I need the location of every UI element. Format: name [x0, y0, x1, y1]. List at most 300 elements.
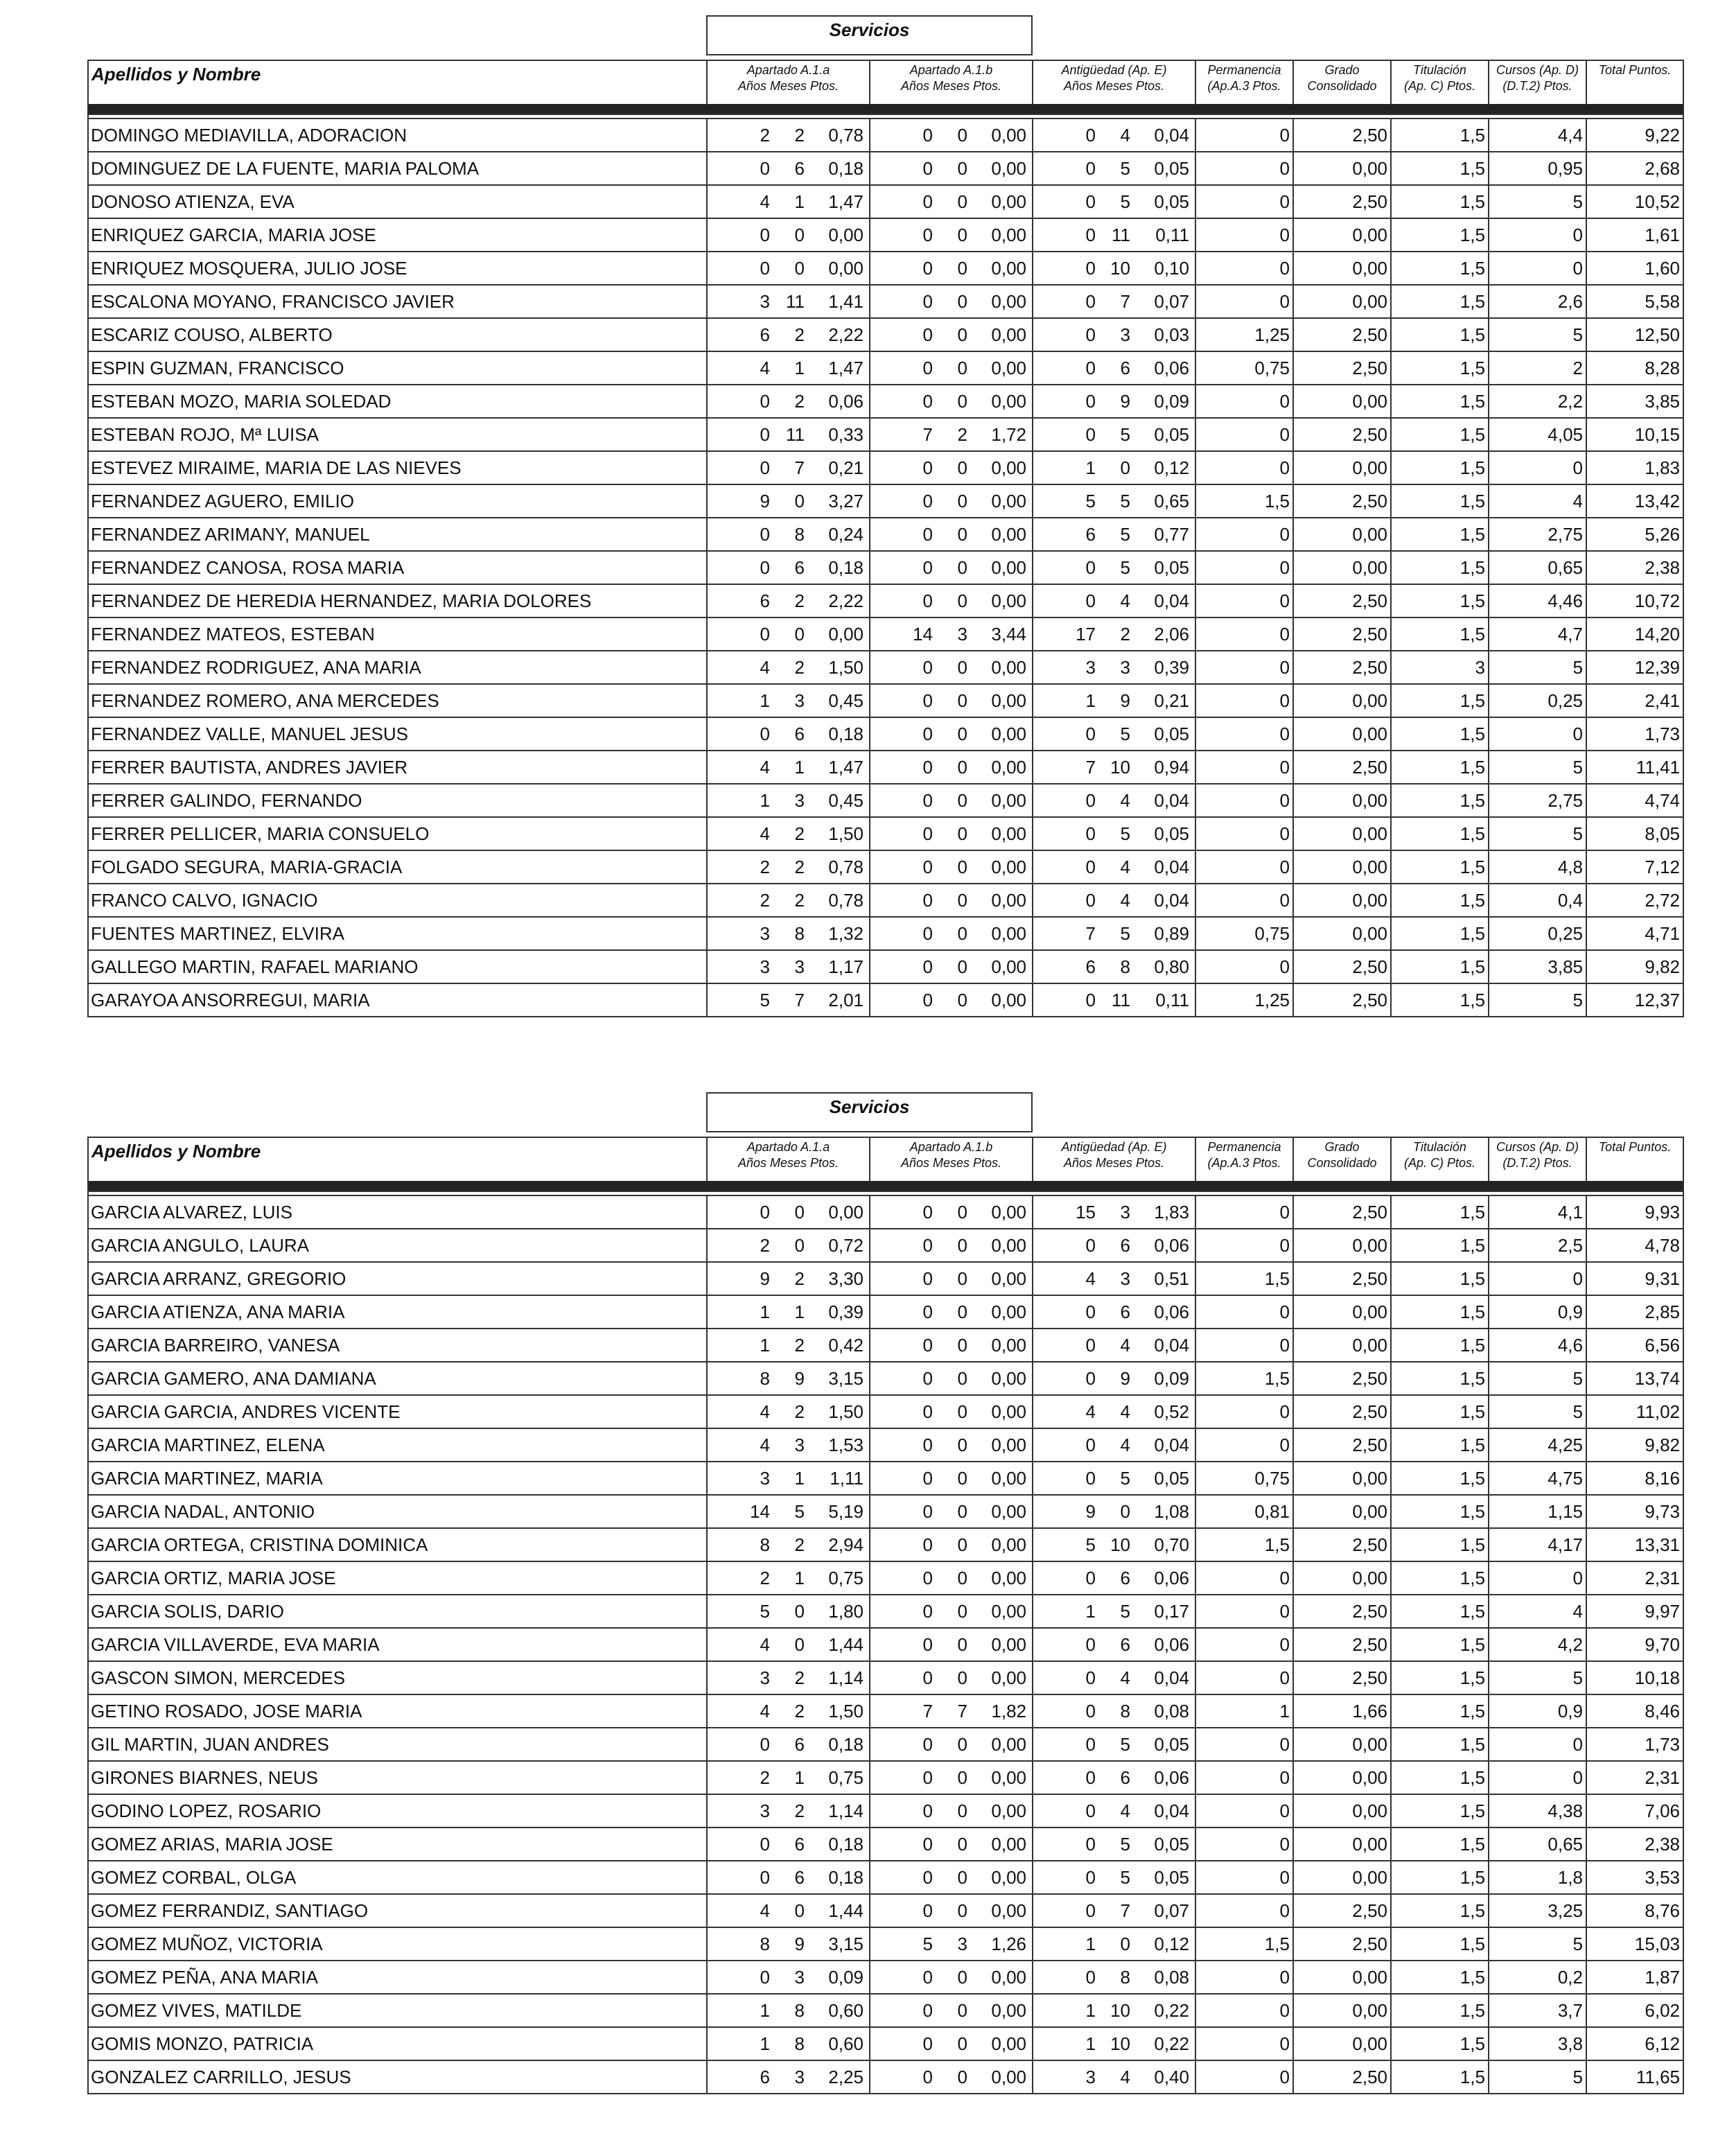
- cell-antiguedad-meses: 0: [1120, 1500, 1130, 1522]
- cell-antiguedad-ptos: 0,39: [1154, 656, 1189, 678]
- cell-antiguedad-meses: 3: [1120, 656, 1130, 678]
- cell-a1b-anos: 0: [922, 690, 933, 711]
- cell-total: 6,56: [1586, 1329, 1683, 1362]
- col-header-cursos: Cursos (Ap. D) (D.T.2) Ptos.: [1489, 1137, 1586, 1181]
- cell-a1b: [870, 218, 1033, 252]
- table-row: [88, 1229, 1683, 1262]
- cell-antiguedad-ptos: 0,51: [1154, 1268, 1189, 1289]
- cell-antiguedad: [1033, 950, 1195, 983]
- cell-a1a: [707, 850, 870, 884]
- cell-name: FERNANDEZ ROMERO, ANA MERCEDES: [88, 684, 707, 717]
- cell-name: GOMEZ CORBAL, OLGA: [88, 1861, 707, 1894]
- cell-a1b-ptos: 0,00: [991, 556, 1026, 578]
- cell-a1a: [707, 451, 870, 484]
- cell-total: 4,74: [1586, 784, 1683, 817]
- cell-antiguedad-anos: 0: [1085, 357, 1096, 378]
- cell-titulacion: 1,5: [1391, 518, 1489, 551]
- cell-a1b-ptos: 0,00: [991, 357, 1026, 378]
- cell-cursos: 0,95: [1489, 152, 1586, 185]
- cell-antiguedad-anos: 0: [1085, 1833, 1096, 1855]
- cell-antiguedad: [1033, 651, 1195, 684]
- cell-name: GOMEZ FERRANDIZ, SANTIAGO: [88, 1894, 707, 1927]
- cell-name: ESCALONA MOYANO, FRANCISCO JAVIER: [88, 285, 707, 318]
- cell-antiguedad: [1033, 717, 1195, 751]
- cell-a1a: [707, 1229, 870, 1262]
- cell-antiguedad-anos: 9: [1085, 1500, 1096, 1522]
- cell-antiguedad-meses: 3: [1120, 1201, 1130, 1222]
- cell-a1b-anos: 7: [922, 423, 933, 445]
- cell-a1b-anos: 0: [922, 989, 933, 1010]
- cell-antiguedad-meses: 4: [1120, 1667, 1130, 1688]
- cell-total: 8,76: [1586, 1894, 1683, 1927]
- cell-permanencia: 0: [1195, 1295, 1293, 1329]
- cell-a1a-anos: 0: [760, 224, 770, 245]
- cell-name: GARCIA MARTINEZ, MARIA: [88, 1462, 707, 1495]
- cell-a1b: [870, 1994, 1033, 2027]
- cell-antiguedad-ptos: 0,11: [1155, 989, 1189, 1010]
- cell-a1a-anos: 0: [760, 157, 770, 179]
- cell-permanencia: 0: [1195, 617, 1293, 651]
- cell-a1a-meses: 9: [794, 1367, 805, 1389]
- cell-antiguedad-meses: 9: [1120, 690, 1130, 711]
- cell-antiguedad: [1033, 1428, 1195, 1462]
- cell-permanencia: 0: [1195, 152, 1293, 185]
- table-body: [88, 1195, 1683, 2094]
- cell-antiguedad: [1033, 983, 1195, 1017]
- cell-total: 9,97: [1586, 1595, 1683, 1628]
- cell-a1b-meses: 0: [957, 1534, 967, 1555]
- cell-a1b-anos: 0: [922, 1268, 933, 1289]
- table-row: [88, 1528, 1683, 1561]
- cell-a1b-meses: 0: [957, 1334, 967, 1356]
- cell-a1a: [707, 252, 870, 285]
- cell-cursos: 4,17: [1489, 1528, 1586, 1561]
- cell-a1a-ptos: 3,15: [828, 1933, 864, 1954]
- cell-a1b-meses: 0: [957, 989, 967, 1010]
- table-row: [88, 418, 1683, 451]
- cell-a1a-anos: 0: [760, 1966, 770, 1988]
- cell-a1a-meses: 1: [794, 1767, 805, 1788]
- cell-a1a-meses: 3: [794, 789, 805, 811]
- cell-grado: 1,66: [1293, 1694, 1391, 1728]
- cell-grado: 0,00: [1293, 1462, 1391, 1495]
- cell-antiguedad-meses: 6: [1120, 1567, 1130, 1588]
- cell-cursos: 0: [1489, 451, 1586, 484]
- cell-a1a-anos: 0: [760, 1866, 770, 1888]
- cell-a1b: [870, 651, 1033, 684]
- cell-antiguedad: [1033, 318, 1195, 351]
- cell-a1a-anos: 0: [760, 257, 770, 279]
- cell-antiguedad: [1033, 784, 1195, 817]
- cell-a1a: [707, 917, 870, 950]
- cell-a1b-ptos: 0,00: [991, 1500, 1026, 1522]
- cell-a1a-ptos: 0,75: [828, 1767, 864, 1788]
- cell-a1a-ptos: 1,50: [828, 823, 864, 844]
- col-header-name: Apellidos y Nombre: [88, 1137, 707, 1181]
- cell-antiguedad: [1033, 884, 1195, 917]
- cell-antiguedad-ptos: 2,06: [1154, 623, 1189, 645]
- table-body: [88, 119, 1683, 1017]
- cell-antiguedad-meses: 10: [1110, 1999, 1130, 2021]
- cell-a1b-meses: 0: [957, 1467, 967, 1489]
- cell-antiguedad-ptos: 0,40: [1154, 2066, 1189, 2087]
- cell-antiguedad-meses: 4: [1120, 1800, 1130, 1821]
- cell-a1a-anos: 0: [760, 457, 770, 478]
- cell-a1a-meses: 8: [794, 523, 805, 545]
- cell-a1a-ptos: 2,25: [828, 2066, 864, 2087]
- cell-a1a-meses: 2: [794, 124, 805, 146]
- cell-a1a-meses: 0: [794, 490, 805, 511]
- cell-grado: 0,00: [1293, 1229, 1391, 1262]
- cell-a1b-meses: 0: [957, 956, 967, 977]
- cell-total: 4,71: [1586, 917, 1683, 950]
- cell-total: 8,05: [1586, 817, 1683, 850]
- cell-a1b-ptos: 0,00: [991, 457, 1026, 478]
- cell-a1b-ptos: 0,00: [991, 157, 1026, 179]
- cell-a1b: [870, 1229, 1033, 1262]
- cell-antiguedad-ptos: 0,17: [1154, 1600, 1189, 1622]
- cell-a1b-anos: 0: [922, 1567, 933, 1588]
- cell-a1a-anos: 9: [760, 1268, 770, 1289]
- cell-cursos: 4,38: [1489, 1794, 1586, 1828]
- cell-antiguedad-ptos: 0,08: [1154, 1966, 1189, 1988]
- cell-antiguedad-meses: 5: [1120, 191, 1130, 212]
- cell-a1b-meses: 0: [957, 1268, 967, 1289]
- cell-antiguedad-ptos: 0,05: [1154, 823, 1189, 844]
- cell-total: 10,15: [1586, 418, 1683, 451]
- cell-a1b-meses: 0: [957, 556, 967, 578]
- cell-antiguedad-meses: 4: [1120, 856, 1130, 877]
- table-row: [88, 1428, 1683, 1462]
- cell-antiguedad-ptos: 0,21: [1154, 690, 1189, 711]
- cell-titulacion: 1,5: [1391, 218, 1489, 252]
- cell-name: GOMEZ MUÑOZ, VICTORIA: [88, 1927, 707, 1961]
- cell-titulacion: 1,5: [1391, 351, 1489, 385]
- cell-antiguedad-meses: 9: [1120, 390, 1130, 412]
- cell-name: GODINO LOPEZ, ROSARIO: [88, 1794, 707, 1828]
- cell-titulacion: 1,5: [1391, 1561, 1489, 1595]
- cell-antiguedad-meses: 10: [1110, 257, 1130, 279]
- cell-total: 11,41: [1586, 751, 1683, 784]
- cell-a1b-anos: 0: [922, 956, 933, 977]
- cell-antiguedad-ptos: 0,05: [1154, 191, 1189, 212]
- cell-a1a-anos: 4: [760, 191, 770, 212]
- cell-antiguedad-meses: 3: [1120, 1268, 1130, 1289]
- cell-a1b: [870, 1894, 1033, 1927]
- cell-antiguedad: [1033, 518, 1195, 551]
- cell-a1a-anos: 6: [760, 324, 770, 345]
- cell-a1a-meses: 2: [794, 1700, 805, 1721]
- cell-a1b-meses: 0: [957, 1900, 967, 1921]
- cell-a1b-meses: 0: [957, 1767, 967, 1788]
- col-header-total: Total Puntos.: [1586, 60, 1683, 104]
- cell-a1a-meses: 2: [794, 889, 805, 911]
- cell-a1b: [870, 1195, 1033, 1229]
- cell-total: 12,50: [1586, 318, 1683, 351]
- cell-cursos: 0: [1489, 1561, 1586, 1595]
- cell-a1a: [707, 1329, 870, 1362]
- cell-a1a-ptos: 1,47: [828, 191, 864, 212]
- cell-a1a-ptos: 1,14: [828, 1667, 864, 1688]
- cell-grado: 0,00: [1293, 285, 1391, 318]
- cell-a1a-ptos: 1,50: [828, 1401, 864, 1422]
- cell-a1a-ptos: 0,18: [828, 556, 864, 578]
- cell-titulacion: 1,5: [1391, 1794, 1489, 1828]
- cell-a1b-ptos: 0,00: [991, 2066, 1026, 2087]
- cell-a1b-ptos: 0,00: [991, 290, 1026, 312]
- cell-antiguedad-ptos: 0,06: [1154, 1301, 1189, 1322]
- cell-a1a: [707, 983, 870, 1017]
- cell-a1a-meses: 8: [794, 1999, 805, 2021]
- table-row: [88, 218, 1683, 252]
- cell-cursos: 5: [1489, 1927, 1586, 1961]
- cell-a1a-anos: 4: [760, 656, 770, 678]
- cell-grado: 0,00: [1293, 884, 1391, 917]
- cell-antiguedad-meses: 8: [1120, 956, 1130, 977]
- cell-antiguedad-ptos: 0,04: [1154, 1334, 1189, 1356]
- cell-a1a-meses: 2: [794, 823, 805, 844]
- cell-antiguedad-meses: 10: [1110, 1534, 1130, 1555]
- cell-a1b: [870, 684, 1033, 717]
- cell-a1b-meses: 0: [957, 1800, 967, 1821]
- cell-antiguedad-anos: 4: [1085, 1401, 1096, 1422]
- cell-titulacion: 1,5: [1391, 751, 1489, 784]
- cell-permanencia: 0: [1195, 2027, 1293, 2060]
- cell-a1b-anos: 5: [922, 1933, 933, 1954]
- cell-name: GOMEZ PEÑA, ANA MARIA: [88, 1961, 707, 1994]
- cell-a1b: [870, 1628, 1033, 1661]
- cell-a1a-anos: 6: [760, 590, 770, 611]
- cell-total: 14,20: [1586, 617, 1683, 651]
- col-header-titulacion: Titulación (Ap. C) Ptos.: [1391, 1137, 1489, 1181]
- cell-a1b: [870, 1395, 1033, 1428]
- cell-name: GIL MARTIN, JUAN ANDRES: [88, 1728, 707, 1761]
- cell-titulacion: 1,5: [1391, 584, 1489, 617]
- cell-cursos: 0: [1489, 1761, 1586, 1794]
- cell-antiguedad-ptos: 0,04: [1154, 1434, 1189, 1455]
- cell-total: 2,31: [1586, 1561, 1683, 1595]
- cell-antiguedad-meses: 6: [1120, 1633, 1130, 1655]
- cell-cursos: 3,7: [1489, 1994, 1586, 2027]
- col-header-a1a: Apartado A.1.a Años Meses Ptos.: [707, 60, 870, 104]
- cell-antiguedad-anos: 0: [1085, 191, 1096, 212]
- cell-permanencia: 1,25: [1195, 983, 1293, 1017]
- cell-titulacion: 1,5: [1391, 617, 1489, 651]
- cell-total: 9,82: [1586, 950, 1683, 983]
- cell-antiguedad-anos: 4: [1085, 1268, 1096, 1289]
- cell-name: GOMIS MONZO, PATRICIA: [88, 2027, 707, 2060]
- cell-a1a-meses: 2: [794, 856, 805, 877]
- cell-total: 10,52: [1586, 185, 1683, 218]
- cell-permanencia: 1,5: [1195, 1927, 1293, 1961]
- cell-permanencia: 0: [1195, 119, 1293, 152]
- cell-grado: 2,50: [1293, 751, 1391, 784]
- cell-a1b-anos: 0: [922, 1600, 933, 1622]
- cell-a1b: [870, 584, 1033, 617]
- cell-grado: 2,50: [1293, 651, 1391, 684]
- cell-a1b-anos: 0: [922, 1999, 933, 2021]
- cell-name: ESPIN GUZMAN, FRANCISCO: [88, 351, 707, 385]
- table-row: [88, 1927, 1683, 1961]
- cell-grado: 0,00: [1293, 850, 1391, 884]
- cell-a1b-ptos: 0,00: [991, 1401, 1026, 1422]
- cell-antiguedad-ptos: 0,22: [1154, 1999, 1189, 2021]
- cell-a1a-ptos: 0,00: [828, 224, 864, 245]
- cell-a1a-meses: 1: [794, 191, 805, 212]
- cell-a1b-meses: 0: [957, 191, 967, 212]
- cell-titulacion: 1,5: [1391, 1828, 1489, 1861]
- cell-a1b-meses: 0: [957, 1633, 967, 1655]
- cell-name: FERNANDEZ VALLE, MANUEL JESUS: [88, 717, 707, 751]
- cell-antiguedad-meses: 11: [1112, 989, 1130, 1010]
- cell-permanencia: 0: [1195, 518, 1293, 551]
- cell-a1a-meses: 6: [794, 1866, 805, 1888]
- cell-name: GARCIA GAMERO, ANA DAMIANA: [88, 1362, 707, 1395]
- table-row: [88, 1395, 1683, 1428]
- cell-a1a-anos: 3: [760, 922, 770, 944]
- cell-antiguedad-anos: 0: [1085, 1733, 1096, 1755]
- cell-a1a-anos: 4: [760, 1434, 770, 1455]
- cell-antiguedad-ptos: 0,06: [1154, 1767, 1189, 1788]
- cell-a1b-meses: 0: [957, 1600, 967, 1622]
- cell-antiguedad-anos: 0: [1085, 1467, 1096, 1489]
- cell-antiguedad-ptos: 0,11: [1155, 224, 1189, 245]
- col-header-antiguedad: Antigüedad (Ap. E) Años Meses Ptos.: [1033, 1137, 1195, 1181]
- cell-a1a-ptos: 1,47: [828, 756, 864, 778]
- cell-antiguedad-ptos: 0,05: [1154, 1866, 1189, 1888]
- cell-titulacion: 1,5: [1391, 1295, 1489, 1329]
- cell-a1b-anos: 0: [922, 856, 933, 877]
- table-row: [88, 684, 1683, 717]
- cell-total: 2,41: [1586, 684, 1683, 717]
- cell-grado: 0,00: [1293, 1329, 1391, 1362]
- cell-cursos: 4,25: [1489, 1428, 1586, 1462]
- cell-a1a-meses: 1: [794, 1567, 805, 1588]
- cell-a1a-ptos: 0,72: [828, 1234, 864, 1256]
- cell-permanencia: 0,75: [1195, 917, 1293, 950]
- cell-total: 1,83: [1586, 451, 1683, 484]
- cell-a1b-ptos: 0,00: [991, 922, 1026, 944]
- cell-a1a: [707, 1595, 870, 1628]
- cell-antiguedad-ptos: 0,12: [1154, 457, 1189, 478]
- cell-a1a-anos: 1: [760, 1301, 770, 1322]
- cell-permanencia: 0: [1195, 1395, 1293, 1428]
- table-row: [88, 1262, 1683, 1295]
- cell-a1b-anos: 0: [922, 1367, 933, 1389]
- cell-a1a: [707, 484, 870, 518]
- cell-antiguedad: [1033, 850, 1195, 884]
- cell-a1a: [707, 185, 870, 218]
- cell-permanencia: 1: [1195, 1694, 1293, 1728]
- table-row: [88, 1329, 1683, 1362]
- cell-a1a-anos: 3: [760, 290, 770, 312]
- cell-titulacion: 1,5: [1391, 817, 1489, 850]
- cell-titulacion: 1,5: [1391, 1395, 1489, 1428]
- table-row: [88, 950, 1683, 983]
- cell-name: GARCIA BARREIRO, VANESA: [88, 1329, 707, 1362]
- cell-a1a-ptos: 2,94: [828, 1534, 864, 1555]
- cell-titulacion: 1,5: [1391, 152, 1489, 185]
- cell-a1b: [870, 1661, 1033, 1694]
- cell-a1a-ptos: 0,00: [828, 1201, 864, 1222]
- cell-a1b: [870, 1694, 1033, 1728]
- cell-a1b: [870, 751, 1033, 784]
- table-row: [88, 1694, 1683, 1728]
- cell-antiguedad-ptos: 0,04: [1154, 1800, 1189, 1821]
- table-row: [88, 2027, 1683, 2060]
- cell-a1a-ptos: 1,11: [830, 1467, 864, 1489]
- cell-titulacion: 1,5: [1391, 252, 1489, 285]
- cell-permanencia: 0: [1195, 285, 1293, 318]
- cell-a1a-anos: 3: [760, 1467, 770, 1489]
- cell-name: GARCIA ALVAREZ, LUIS: [88, 1195, 707, 1229]
- cell-a1a: [707, 584, 870, 617]
- cell-antiguedad-ptos: 0,04: [1154, 789, 1189, 811]
- cell-total: 2,38: [1586, 551, 1683, 584]
- cell-a1a-ptos: 0,78: [828, 124, 864, 146]
- cell-a1b-meses: 0: [957, 856, 967, 877]
- servicios-header: Servicios: [706, 15, 1033, 55]
- cell-name: ESTEBAN MOZO, MARIA SOLEDAD: [88, 385, 707, 418]
- cell-titulacion: 1,5: [1391, 484, 1489, 518]
- cell-a1a-ptos: 0,60: [828, 1999, 864, 2021]
- cell-a1a-anos: 0: [760, 556, 770, 578]
- cell-antiguedad-meses: 4: [1120, 1334, 1130, 1356]
- cell-a1b: [870, 1495, 1033, 1528]
- cell-cursos: 4: [1489, 1595, 1586, 1628]
- cell-a1a: [707, 518, 870, 551]
- cell-titulacion: 1,5: [1391, 285, 1489, 318]
- cell-cursos: 5: [1489, 1362, 1586, 1395]
- cell-a1b-anos: 0: [922, 457, 933, 478]
- cell-permanencia: 0: [1195, 551, 1293, 584]
- cell-a1b-anos: 0: [922, 523, 933, 545]
- cell-total: 1,60: [1586, 252, 1683, 285]
- cell-a1b: [870, 1961, 1033, 1994]
- cell-a1a: [707, 1794, 870, 1828]
- cell-a1a-anos: 4: [760, 823, 770, 844]
- cell-permanencia: 0: [1195, 1628, 1293, 1661]
- cell-a1a-anos: 4: [760, 1401, 770, 1422]
- cell-antiguedad-anos: 1: [1085, 457, 1096, 478]
- cell-a1b-ptos: 0,00: [991, 324, 1026, 345]
- cell-antiguedad: [1033, 1694, 1195, 1728]
- cell-a1b: [870, 884, 1033, 917]
- cell-a1a-anos: 0: [760, 723, 770, 744]
- cell-antiguedad-meses: 5: [1120, 423, 1130, 445]
- cell-grado: 0,00: [1293, 252, 1391, 285]
- cell-a1a-ptos: 1,47: [828, 357, 864, 378]
- cell-name: DOMINGUEZ DE LA FUENTE, MARIA PALOMA: [88, 152, 707, 185]
- cell-permanencia: 0: [1195, 1728, 1293, 1761]
- cell-total: 1,73: [1586, 1728, 1683, 1761]
- cell-antiguedad-anos: 0: [1085, 1767, 1096, 1788]
- cell-cursos: 5: [1489, 651, 1586, 684]
- cell-antiguedad: [1033, 451, 1195, 484]
- cell-name: GETINO ROSADO, JOSE MARIA: [88, 1694, 707, 1728]
- cell-permanencia: 0: [1195, 1761, 1293, 1794]
- cell-a1a: [707, 1961, 870, 1994]
- cell-name: GARCIA ATIENZA, ANA MARIA: [88, 1295, 707, 1329]
- cell-a1a: [707, 119, 870, 152]
- table-row: [88, 1295, 1683, 1329]
- cell-a1b-meses: 0: [957, 157, 967, 179]
- cell-name: GARCIA ORTEGA, CRISTINA DOMINICA: [88, 1528, 707, 1561]
- cell-a1b: [870, 119, 1033, 152]
- cell-a1a-ptos: 0,09: [828, 1966, 864, 1988]
- cell-a1b-anos: 0: [922, 290, 933, 312]
- cell-a1b: [870, 784, 1033, 817]
